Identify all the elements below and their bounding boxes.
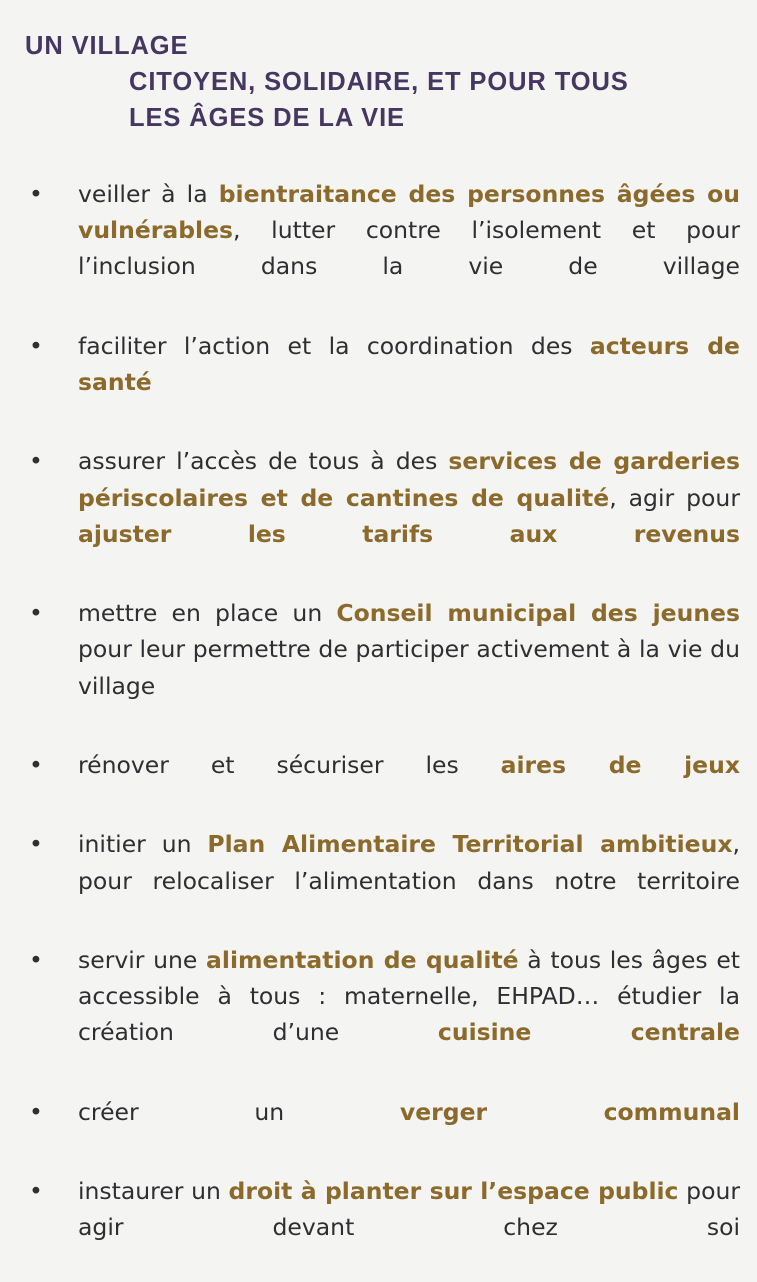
page-title-line-2: CITOYEN, SOLIDAIRE, ET POUR TOUS: [129, 68, 629, 96]
list-item: [0, 826, 740, 935]
bullet-icon: •: [29, 830, 43, 859]
plain-phrase: pour leur permettre de participer activement à la vie du village: [78, 635, 740, 700]
highlighted-phrase: Conseil municipal des jeunes: [336, 599, 740, 628]
plain-phrase: instaurer un: [78, 1177, 229, 1206]
highlighted-phrase: cuisine centrale: [437, 1018, 741, 1047]
plain-phrase: rénover et sécuriser les: [78, 751, 501, 780]
list-item-text: [78, 595, 740, 740]
bullet-icon: •: [29, 180, 43, 208]
page-title-line-1: UN VILLAGE: [25, 32, 189, 60]
plain-phrase: faciliter l’action et la coordination des: [78, 331, 590, 360]
plain-phrase: initier un: [78, 830, 208, 859]
plain-phrase: mettre en place un: [78, 599, 337, 628]
plain-phrase: à tous les âges et accessible à tous : maternelle, EHPAD… étudier la création d’une: [78, 946, 741, 1047]
highlighted-phrase: acteurs de santé: [78, 331, 740, 397]
list-item: [0, 942, 740, 1087]
highlighted-phrase: aires de jeux: [500, 751, 740, 780]
bullet-icon: •: [29, 331, 43, 360]
list-item: [0, 328, 740, 437]
list-item-text: [78, 1094, 740, 1166]
plain-phrase: servir une: [78, 946, 207, 975]
list-item: [0, 176, 740, 321]
list-item: [0, 1173, 740, 1282]
list-item: [0, 443, 740, 588]
list-item-text: [78, 942, 740, 1087]
highlighted-phrase: services de garderies périscolaires et de cantines de qualité: [78, 447, 741, 512]
plain-phrase: veiller à la: [78, 180, 219, 208]
plain-phrase: assurer l’accès de tous à des: [78, 447, 449, 476]
highlighted-phrase: alimentation de qualité: [206, 946, 519, 975]
plain-phrase: pour agir devant chez soi: [78, 1177, 741, 1242]
highlighted-phrase: bientraitance des personnes âgées ou vulnérables: [78, 180, 741, 245]
bullet-icon: •: [29, 751, 43, 780]
list-item-text: [78, 328, 740, 437]
list-item-text: [78, 176, 740, 321]
bullet-icon: •: [29, 447, 43, 476]
highlighted-phrase: Plan Alimentaire Territorial ambitieux: [207, 830, 733, 859]
plain-phrase: , lutter contre l’isolement et pour l’inclusion dans la vie de village: [78, 216, 740, 281]
plain-phrase: , pour relocaliser l’alimentation dans notre territoire: [78, 830, 740, 895]
list-item-text: [78, 747, 740, 819]
bullet-icon: •: [29, 599, 43, 628]
list-item-text: [78, 443, 740, 588]
page-title-line-3: LES ÂGES DE LA VIE: [129, 104, 405, 132]
list-item: [0, 595, 740, 740]
bullet-icon: •: [29, 1097, 43, 1126]
commitments-list: [0, 136, 757, 1282]
list-item: [0, 747, 740, 819]
highlighted-phrase: verger communal: [399, 1097, 740, 1126]
list-item: [0, 1094, 740, 1166]
plain-phrase: créer un: [78, 1097, 400, 1126]
highlighted-phrase: ajuster les tarifs aux revenus: [78, 519, 740, 548]
bullet-icon: •: [29, 1177, 43, 1206]
bullet-icon: •: [29, 946, 43, 975]
list-item-text: [78, 1173, 740, 1282]
highlighted-phrase: droit à planter sur l’espace public: [228, 1177, 679, 1206]
page-title: [0, 0, 757, 136]
plain-phrase: , agir pour: [609, 483, 740, 512]
list-item-text: [78, 826, 740, 935]
